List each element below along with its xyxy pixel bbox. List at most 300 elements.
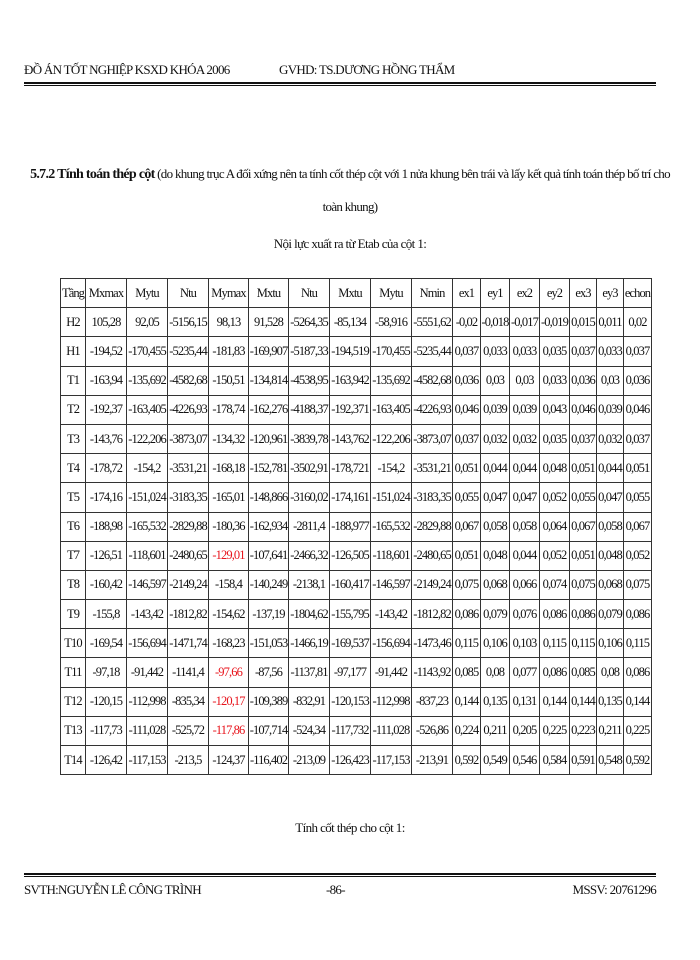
column-header: echon bbox=[624, 279, 652, 308]
footer-student: SVTH:NGUYỄN LÊ CÔNG TRÌNH bbox=[24, 882, 201, 897]
value-cell: 0,211 bbox=[481, 716, 510, 745]
value-cell: -146,597 bbox=[371, 570, 412, 599]
value-cell: 0,08 bbox=[597, 658, 624, 687]
value-cell: -58,916 bbox=[371, 308, 412, 337]
value-cell: 91,528 bbox=[249, 308, 289, 337]
value-cell: -837,23 bbox=[412, 687, 453, 716]
value-cell: 0,08 bbox=[481, 658, 510, 687]
value-cell: 0,052 bbox=[540, 483, 570, 512]
value-cell: -111,028 bbox=[371, 716, 412, 745]
value-cell: 0,103 bbox=[510, 629, 540, 658]
value-cell: 0,068 bbox=[481, 570, 510, 599]
value-cell: 0,086 bbox=[540, 600, 570, 629]
table-row bbox=[61, 600, 652, 629]
value-cell: -194,519 bbox=[330, 337, 371, 366]
value-cell: -213,91 bbox=[412, 746, 453, 775]
value-cell: -3160,02 bbox=[289, 483, 330, 512]
value-cell: -170,455 bbox=[127, 337, 168, 366]
value-cell: 0,046 bbox=[570, 395, 597, 424]
value-cell: 0,085 bbox=[453, 658, 481, 687]
floor-cell: H1 bbox=[61, 337, 86, 366]
table-row bbox=[61, 483, 652, 512]
column-header: ey1 bbox=[481, 279, 510, 308]
value-cell: -163,942 bbox=[330, 366, 371, 395]
value-cell: 0,548 bbox=[597, 746, 624, 775]
value-cell: 0,044 bbox=[597, 454, 624, 483]
value-cell: -526,86 bbox=[412, 716, 453, 745]
value-cell: -169,54 bbox=[86, 629, 127, 658]
value-cell: 0,033 bbox=[481, 337, 510, 366]
value-cell: 0,047 bbox=[510, 483, 540, 512]
value-cell: 0,033 bbox=[540, 366, 570, 395]
value-cell: -117,86 bbox=[209, 716, 249, 745]
value-cell: -118,601 bbox=[127, 541, 168, 570]
value-cell: -160,417 bbox=[330, 570, 371, 599]
value-cell: -5235,44 bbox=[168, 337, 209, 366]
value-cell: 0,115 bbox=[570, 629, 597, 658]
value-cell: 0,032 bbox=[510, 424, 540, 453]
value-cell: 0,077 bbox=[510, 658, 540, 687]
value-cell: -2149,24 bbox=[168, 570, 209, 599]
header-project: ĐỒ ÁN TỐT NGHIỆP KSXD KHÓA 2006 bbox=[24, 62, 230, 77]
value-cell: -4582,68 bbox=[412, 366, 453, 395]
value-cell: -0,02 bbox=[453, 308, 481, 337]
floor-cell: T9 bbox=[61, 600, 86, 629]
value-cell: -158,4 bbox=[209, 570, 249, 599]
value-cell: -525,72 bbox=[168, 716, 209, 745]
value-cell: -2811,4 bbox=[289, 512, 330, 541]
value-cell: -162,276 bbox=[249, 395, 289, 424]
value-cell: -2829,88 bbox=[412, 512, 453, 541]
value-cell: -122,206 bbox=[127, 424, 168, 453]
column-header: ey3 bbox=[597, 279, 624, 308]
value-cell: -168,23 bbox=[209, 629, 249, 658]
value-cell: -126,51 bbox=[86, 541, 127, 570]
value-cell: 0,047 bbox=[597, 483, 624, 512]
table-row bbox=[61, 454, 652, 483]
value-cell: -156,694 bbox=[127, 629, 168, 658]
value-cell: 0,051 bbox=[570, 454, 597, 483]
value-cell: -85,134 bbox=[330, 308, 371, 337]
value-cell: 0,039 bbox=[597, 395, 624, 424]
value-cell: -835,34 bbox=[168, 687, 209, 716]
value-cell: -5187,33 bbox=[289, 337, 330, 366]
value-cell: 0,064 bbox=[540, 512, 570, 541]
value-cell: 0,086 bbox=[453, 600, 481, 629]
value-cell: -143,76 bbox=[86, 424, 127, 453]
value-cell: 0,223 bbox=[570, 716, 597, 745]
column-header: ey2 bbox=[540, 279, 570, 308]
value-cell: -155,8 bbox=[86, 600, 127, 629]
floor-cell: T1 bbox=[61, 366, 86, 395]
column-header: Nmin bbox=[412, 279, 453, 308]
value-cell: -0,017 bbox=[510, 308, 540, 337]
value-cell: 0,131 bbox=[510, 687, 540, 716]
table-row bbox=[61, 308, 652, 337]
value-cell: 0,067 bbox=[570, 512, 597, 541]
value-cell: 0,079 bbox=[481, 600, 510, 629]
value-cell: -97,177 bbox=[330, 658, 371, 687]
value-cell: -109,389 bbox=[249, 687, 289, 716]
value-cell: -163,405 bbox=[127, 395, 168, 424]
value-cell: 92,05 bbox=[127, 308, 168, 337]
value-cell: 0,011 bbox=[597, 308, 624, 337]
value-cell: -152,781 bbox=[249, 454, 289, 483]
value-cell: 0,592 bbox=[453, 746, 481, 775]
value-cell: -180,36 bbox=[209, 512, 249, 541]
value-cell: 0,036 bbox=[624, 366, 652, 395]
value-cell: 0,051 bbox=[453, 541, 481, 570]
value-cell: -178,72 bbox=[86, 454, 127, 483]
value-cell: -146,597 bbox=[127, 570, 168, 599]
value-cell: 0,144 bbox=[570, 687, 597, 716]
section-heading bbox=[20, 158, 680, 223]
value-cell: -162,934 bbox=[249, 512, 289, 541]
value-cell: -2138,1 bbox=[289, 570, 330, 599]
value-cell: 0,224 bbox=[453, 716, 481, 745]
value-cell: 0,033 bbox=[510, 337, 540, 366]
value-cell: -120,15 bbox=[86, 687, 127, 716]
value-cell: -192,37 bbox=[86, 395, 127, 424]
value-cell: -154,2 bbox=[127, 454, 168, 483]
value-cell: 0,043 bbox=[540, 395, 570, 424]
value-cell: -524,34 bbox=[289, 716, 330, 745]
value-cell: -1466,19 bbox=[289, 629, 330, 658]
value-cell: -3183,35 bbox=[412, 483, 453, 512]
value-cell: -1812,82 bbox=[168, 600, 209, 629]
value-cell: -169,907 bbox=[249, 337, 289, 366]
value-cell: 0,039 bbox=[510, 395, 540, 424]
floor-cell: T11 bbox=[61, 658, 86, 687]
value-cell: -112,998 bbox=[371, 687, 412, 716]
table-row bbox=[61, 395, 652, 424]
value-cell: 0,085 bbox=[570, 658, 597, 687]
value-cell: -134,814 bbox=[249, 366, 289, 395]
value-cell: 0,592 bbox=[624, 746, 652, 775]
value-cell: -140,249 bbox=[249, 570, 289, 599]
value-cell: -154,62 bbox=[209, 600, 249, 629]
value-cell: 0,058 bbox=[481, 512, 510, 541]
value-cell: -4188,37 bbox=[289, 395, 330, 424]
footer-student-id: MSSV: 20761296 bbox=[572, 882, 656, 897]
floor-cell: T10 bbox=[61, 629, 86, 658]
value-cell: -155,795 bbox=[330, 600, 371, 629]
value-cell: -124,37 bbox=[209, 746, 249, 775]
floor-cell: T3 bbox=[61, 424, 86, 453]
value-cell: -117,153 bbox=[127, 746, 168, 775]
value-cell: -120,153 bbox=[330, 687, 371, 716]
value-cell: 0,055 bbox=[453, 483, 481, 512]
value-cell: 0,591 bbox=[570, 746, 597, 775]
value-cell: -178,74 bbox=[209, 395, 249, 424]
value-cell: -135,692 bbox=[127, 366, 168, 395]
value-cell: 0,075 bbox=[624, 570, 652, 599]
value-cell: 0,037 bbox=[570, 337, 597, 366]
value-cell: -2466,32 bbox=[289, 541, 330, 570]
value-cell: 0,144 bbox=[453, 687, 481, 716]
value-cell: -163,405 bbox=[371, 395, 412, 424]
floor-cell: T6 bbox=[61, 512, 86, 541]
table-header-row bbox=[61, 279, 652, 308]
page-header bbox=[24, 62, 455, 78]
value-cell: -137,19 bbox=[249, 600, 289, 629]
value-cell: -169,537 bbox=[330, 629, 371, 658]
value-cell: -3183,35 bbox=[168, 483, 209, 512]
value-cell: -116,402 bbox=[249, 746, 289, 775]
value-cell: -150,51 bbox=[209, 366, 249, 395]
value-cell: -4538,95 bbox=[289, 366, 330, 395]
internal-forces-table bbox=[60, 278, 652, 775]
value-cell: -3873,07 bbox=[168, 424, 209, 453]
table-row bbox=[61, 658, 652, 687]
section-title: 5.7.2 Tính toán thép cột bbox=[30, 167, 155, 182]
value-cell: 0,037 bbox=[453, 337, 481, 366]
value-cell: 0,135 bbox=[481, 687, 510, 716]
value-cell: 0,044 bbox=[481, 454, 510, 483]
value-cell: 0,225 bbox=[540, 716, 570, 745]
value-cell: -1471,74 bbox=[168, 629, 209, 658]
value-cell: -151,024 bbox=[371, 483, 412, 512]
value-cell: -165,532 bbox=[371, 512, 412, 541]
value-cell: 0,058 bbox=[597, 512, 624, 541]
value-cell: -0,018 bbox=[481, 308, 510, 337]
value-cell: 0,144 bbox=[624, 687, 652, 716]
value-cell: 0,066 bbox=[510, 570, 540, 599]
value-cell: 0,035 bbox=[540, 424, 570, 453]
value-cell: 0,051 bbox=[570, 541, 597, 570]
value-cell: -5551,62 bbox=[412, 308, 453, 337]
value-cell: 0,075 bbox=[453, 570, 481, 599]
value-cell: 0,115 bbox=[453, 629, 481, 658]
value-cell: 0,051 bbox=[453, 454, 481, 483]
value-cell: -135,692 bbox=[371, 366, 412, 395]
value-cell: 0,035 bbox=[540, 337, 570, 366]
floor-cell: T4 bbox=[61, 454, 86, 483]
value-cell: -1141,4 bbox=[168, 658, 209, 687]
value-cell: -0,019 bbox=[540, 308, 570, 337]
value-cell: 0,044 bbox=[510, 541, 540, 570]
value-cell: -2480,65 bbox=[412, 541, 453, 570]
value-cell: 105,28 bbox=[86, 308, 127, 337]
value-cell: -181,83 bbox=[209, 337, 249, 366]
value-cell: -1473,46 bbox=[412, 629, 453, 658]
value-cell: -129,01 bbox=[209, 541, 249, 570]
section-note: (do khung trục A đối xứng nên ta tính cốt thép cột với 1 nửa khung bên trái và lấy kết quả tính toán thép bố trí cho toàn khung) bbox=[157, 166, 670, 214]
value-cell: -112,998 bbox=[127, 687, 168, 716]
value-cell: -163,94 bbox=[86, 366, 127, 395]
table-row bbox=[61, 512, 652, 541]
value-cell: -213,5 bbox=[168, 746, 209, 775]
floor-cell: T14 bbox=[61, 746, 86, 775]
value-cell: 0,036 bbox=[453, 366, 481, 395]
value-cell: -1143,92 bbox=[412, 658, 453, 687]
value-cell: -87,56 bbox=[249, 658, 289, 687]
value-cell: -151,024 bbox=[127, 483, 168, 512]
value-cell: -178,721 bbox=[330, 454, 371, 483]
floor-cell: T13 bbox=[61, 716, 86, 745]
value-cell: 0,052 bbox=[540, 541, 570, 570]
column-header: Mytu bbox=[371, 279, 412, 308]
value-cell: -1804,62 bbox=[289, 600, 330, 629]
value-cell: -111,028 bbox=[127, 716, 168, 745]
value-cell: -3502,91 bbox=[289, 454, 330, 483]
table-row bbox=[61, 716, 652, 745]
value-cell: -117,153 bbox=[371, 746, 412, 775]
value-cell: -1137,81 bbox=[289, 658, 330, 687]
value-cell: -148,866 bbox=[249, 483, 289, 512]
value-cell: -126,505 bbox=[330, 541, 371, 570]
value-cell: 0,115 bbox=[540, 629, 570, 658]
value-cell: -4582,68 bbox=[168, 366, 209, 395]
column-header: ex1 bbox=[453, 279, 481, 308]
value-cell: -151,053 bbox=[249, 629, 289, 658]
value-cell: -3531,21 bbox=[412, 454, 453, 483]
column-header: Mymax bbox=[209, 279, 249, 308]
table-row bbox=[61, 366, 652, 395]
value-cell: 98,13 bbox=[209, 308, 249, 337]
page-number: -86- bbox=[326, 882, 345, 897]
value-cell: -165,01 bbox=[209, 483, 249, 512]
value-cell: 0,046 bbox=[624, 395, 652, 424]
value-cell: -192,371 bbox=[330, 395, 371, 424]
table-row bbox=[61, 337, 652, 366]
value-cell: -126,423 bbox=[330, 746, 371, 775]
value-cell: -1812,82 bbox=[412, 600, 453, 629]
table-row bbox=[61, 570, 652, 599]
column-header: ex2 bbox=[510, 279, 540, 308]
value-cell: 0,03 bbox=[510, 366, 540, 395]
value-cell: 0,546 bbox=[510, 746, 540, 775]
value-cell: 0,086 bbox=[570, 600, 597, 629]
header-divider bbox=[24, 82, 656, 86]
footer-divider bbox=[24, 873, 656, 877]
value-cell: -143,762 bbox=[330, 424, 371, 453]
value-cell: 0,052 bbox=[624, 541, 652, 570]
value-cell: -3839,78 bbox=[289, 424, 330, 453]
value-cell: -117,732 bbox=[330, 716, 371, 745]
value-cell: -2829,88 bbox=[168, 512, 209, 541]
value-cell: 0,048 bbox=[481, 541, 510, 570]
value-cell: -160,42 bbox=[86, 570, 127, 599]
column-header: Tầng bbox=[61, 279, 86, 308]
value-cell: 0,046 bbox=[453, 395, 481, 424]
value-cell: 0,074 bbox=[540, 570, 570, 599]
table-row bbox=[61, 629, 652, 658]
value-cell: 0,036 bbox=[570, 366, 597, 395]
value-cell: -156,694 bbox=[371, 629, 412, 658]
floor-cell: T5 bbox=[61, 483, 86, 512]
value-cell: 0,135 bbox=[597, 687, 624, 716]
value-cell: 0,055 bbox=[570, 483, 597, 512]
value-cell: -97,18 bbox=[86, 658, 127, 687]
value-cell: 0,037 bbox=[453, 424, 481, 453]
column-header: ex3 bbox=[570, 279, 597, 308]
value-cell: 0,079 bbox=[597, 600, 624, 629]
value-cell: 0,051 bbox=[624, 454, 652, 483]
value-cell: -143,42 bbox=[371, 600, 412, 629]
value-cell: 0,055 bbox=[624, 483, 652, 512]
value-cell: -168,18 bbox=[209, 454, 249, 483]
value-cell: 0,086 bbox=[624, 600, 652, 629]
value-cell: -213,09 bbox=[289, 746, 330, 775]
subheading: Tính cốt thép cho cột 1: bbox=[295, 820, 405, 835]
value-cell: -154,2 bbox=[371, 454, 412, 483]
value-cell: 0,03 bbox=[597, 366, 624, 395]
column-header: Ntu bbox=[289, 279, 330, 308]
value-cell: -174,161 bbox=[330, 483, 371, 512]
value-cell: -91,442 bbox=[371, 658, 412, 687]
value-cell: -91,442 bbox=[127, 658, 168, 687]
value-cell: -117,73 bbox=[86, 716, 127, 745]
value-cell: -107,641 bbox=[249, 541, 289, 570]
column-header: Mytu bbox=[127, 279, 168, 308]
value-cell: -2480,65 bbox=[168, 541, 209, 570]
value-cell: -174,16 bbox=[86, 483, 127, 512]
header-advisor: GVHD: TS.DƯƠNG HỒNG THẨM bbox=[279, 62, 455, 77]
value-cell: -134,32 bbox=[209, 424, 249, 453]
table-row bbox=[61, 424, 652, 453]
value-cell: -143,42 bbox=[127, 600, 168, 629]
value-cell: 0,225 bbox=[624, 716, 652, 745]
value-cell: -165,532 bbox=[127, 512, 168, 541]
column-header: Mxtu bbox=[249, 279, 289, 308]
column-header: Ntu bbox=[168, 279, 209, 308]
value-cell: -188,98 bbox=[86, 512, 127, 541]
value-cell: 0,058 bbox=[510, 512, 540, 541]
value-cell: 0,106 bbox=[597, 629, 624, 658]
value-cell: 0,115 bbox=[624, 629, 652, 658]
value-cell: 0,086 bbox=[540, 658, 570, 687]
value-cell: 0,205 bbox=[510, 716, 540, 745]
value-cell: 0,032 bbox=[481, 424, 510, 453]
value-cell: 0,068 bbox=[597, 570, 624, 599]
column-header: Mxtu bbox=[330, 279, 371, 308]
value-cell: -126,42 bbox=[86, 746, 127, 775]
table-caption: Nội lực xuất ra từ Etab của cột 1: bbox=[273, 236, 427, 251]
value-cell: 0,584 bbox=[540, 746, 570, 775]
floor-cell: T8 bbox=[61, 570, 86, 599]
floor-cell: T2 bbox=[61, 395, 86, 424]
value-cell: -4226,93 bbox=[412, 395, 453, 424]
value-cell: 0,039 bbox=[481, 395, 510, 424]
value-cell: 0,037 bbox=[624, 337, 652, 366]
value-cell: 0,048 bbox=[597, 541, 624, 570]
table-row bbox=[61, 746, 652, 775]
floor-cell: H2 bbox=[61, 308, 86, 337]
value-cell: 0,015 bbox=[570, 308, 597, 337]
value-cell: 0,211 bbox=[597, 716, 624, 745]
value-cell: 0,03 bbox=[481, 366, 510, 395]
floor-cell: T12 bbox=[61, 687, 86, 716]
value-cell: 0,048 bbox=[540, 454, 570, 483]
value-cell: 0,037 bbox=[624, 424, 652, 453]
value-cell: -4226,93 bbox=[168, 395, 209, 424]
value-cell: 0,037 bbox=[570, 424, 597, 453]
value-cell: -120,961 bbox=[249, 424, 289, 453]
value-cell: 0,106 bbox=[481, 629, 510, 658]
value-cell: 0,144 bbox=[540, 687, 570, 716]
value-cell: -170,455 bbox=[371, 337, 412, 366]
floor-cell: T7 bbox=[61, 541, 86, 570]
value-cell: 0,033 bbox=[597, 337, 624, 366]
value-cell: 0,032 bbox=[597, 424, 624, 453]
value-cell: -3531,21 bbox=[168, 454, 209, 483]
value-cell: 0,02 bbox=[624, 308, 652, 337]
value-cell: 0,044 bbox=[510, 454, 540, 483]
value-cell: -107,714 bbox=[249, 716, 289, 745]
value-cell: 0,076 bbox=[510, 600, 540, 629]
value-cell: -5264,35 bbox=[289, 308, 330, 337]
